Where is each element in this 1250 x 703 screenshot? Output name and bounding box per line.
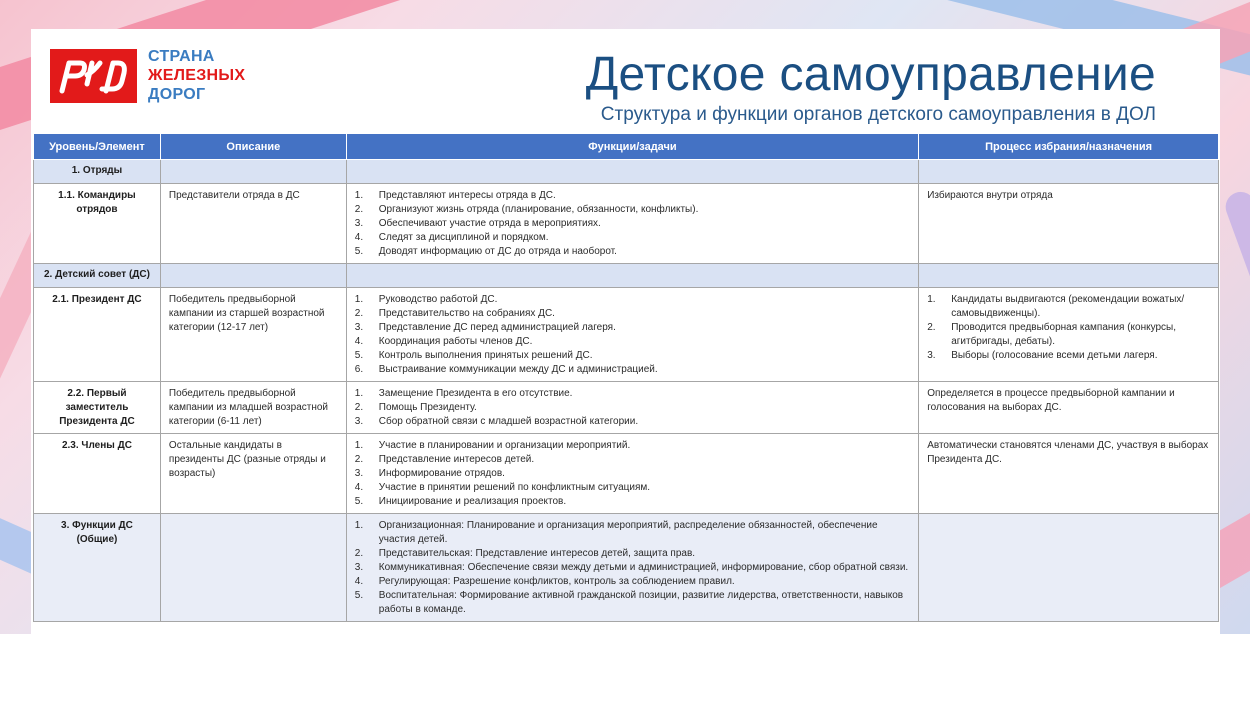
empty-cell bbox=[160, 264, 346, 288]
selection-text: Избираются внутри отряда bbox=[927, 190, 1053, 201]
section-title: 1. Отряды bbox=[34, 160, 161, 184]
functions-cell bbox=[346, 514, 918, 622]
list-item: 6. Выстраивание коммуникации между ДС и администрацией. bbox=[354, 364, 658, 375]
list-item: 4. Следят за дисциплиной и порядком. bbox=[354, 232, 549, 243]
section-row bbox=[34, 264, 1219, 288]
level-cell: 2.2. Первый заместитель Президента ДС bbox=[34, 382, 161, 434]
section-title: 2. Детский совет (ДС) bbox=[34, 264, 161, 288]
list-item: 2. Представление интересов детей. bbox=[354, 454, 535, 465]
list-item: 3. Информирование отрядов. bbox=[354, 468, 505, 479]
list-item: 1. Организационная: Планирование и организация мероприятий, распределение обязанностей, обеспечение участия детей. bbox=[354, 520, 878, 545]
list-item: 5. Инициирование и реализация проектов. bbox=[354, 496, 567, 507]
list-item: 1. Замещение Президента в его отсутствие. bbox=[354, 388, 573, 399]
table-row bbox=[34, 184, 1219, 264]
list-item: 3. Сбор обратной связи с младшей возрастной категории. bbox=[354, 416, 639, 427]
description-cell: Победитель предвыборной кампании из старшей возрастной категории (12-17 лет) bbox=[160, 288, 346, 382]
selection-cell bbox=[919, 382, 1219, 434]
list-item: 2. Помощь Президенту. bbox=[354, 402, 477, 413]
functions-list bbox=[355, 293, 910, 377]
functions-list bbox=[355, 189, 910, 259]
list-item: 4. Регулирующая: Разрешение конфликтов, контроль за соблюдением правил. bbox=[354, 576, 735, 587]
selection-cell bbox=[919, 434, 1219, 514]
description-cell: Победитель предвыборной кампании из младшей возрастной категории (6-11 лет) bbox=[160, 382, 346, 434]
table-row bbox=[34, 382, 1219, 434]
page-subtitle: Структура и функции органов детского самоуправления в ДОЛ bbox=[600, 104, 1156, 125]
description-cell: Остальные кандидаты в президенты ДС (разные отряды и возрасты) bbox=[160, 434, 346, 514]
selection-text: Определяется в процессе предвыборной кампании и голосования на выборах ДС. bbox=[927, 388, 1175, 413]
list-item: 5. Воспитательная: Формирование активной гражданской позиции, развитие лидерства, ответственности, навыков работы в команде. bbox=[354, 590, 904, 615]
column-header: Уровень/Элемент bbox=[34, 134, 161, 160]
section-row bbox=[34, 160, 1219, 184]
list-item: 4. Координация работы членов ДС. bbox=[354, 336, 533, 347]
table-row bbox=[34, 434, 1219, 514]
table-row bbox=[34, 514, 1219, 622]
slide-panel bbox=[31, 29, 1220, 634]
structure-table bbox=[33, 133, 1219, 622]
level-cell: 1.1. Командиры отрядов bbox=[34, 184, 161, 264]
selection-text: Автоматически становятся членами ДС, участвуя в выборах Президента ДС. bbox=[927, 440, 1209, 465]
functions-cell bbox=[346, 434, 918, 514]
empty-cell bbox=[346, 264, 918, 288]
level-cell: 3. Функции ДС (Общие) bbox=[34, 514, 161, 622]
selection-cell bbox=[919, 288, 1219, 382]
rzd-logo bbox=[50, 49, 270, 109]
empty-cell bbox=[919, 160, 1219, 184]
level-cell: 2.1. Президент ДС bbox=[34, 288, 161, 382]
description-cell: Представители отряда в ДС bbox=[160, 184, 346, 264]
list-item: 5. Контроль выполнения принятых решений ДС. bbox=[354, 350, 593, 361]
logo-line-3: ДОРОГ bbox=[148, 86, 206, 103]
list-item: 2. Проводится предвыборная кампания (конкурсы, агитбригады, дебаты). bbox=[927, 322, 1177, 347]
functions-cell bbox=[346, 288, 918, 382]
table-body bbox=[34, 160, 1219, 622]
level-cell: 2.3. Члены ДС bbox=[34, 434, 161, 514]
column-header: Функции/задачи bbox=[346, 134, 918, 160]
list-item: 3. Выборы (голосование всеми детьми лагеря. bbox=[927, 350, 1158, 361]
table-header-row bbox=[34, 134, 1219, 160]
empty-cell bbox=[919, 264, 1219, 288]
list-item: 4. Участие в принятии решений по конфликтным ситуациям. bbox=[354, 482, 651, 493]
list-item: 1. Представляют интересы отряда в ДС. bbox=[354, 190, 556, 201]
list-item: 1. Руководство работой ДС. bbox=[354, 294, 498, 305]
list-item: 3. Представление ДС перед администрацией лагеря. bbox=[354, 322, 616, 333]
list-item: 1. Участие в планировании и организации мероприятий. bbox=[354, 440, 631, 451]
list-item: 3. Коммуникативная: Обеспечение связи между детьми и администрацией, информирование, сбор обратной связи. bbox=[354, 562, 909, 573]
decorative-stripe bbox=[1221, 188, 1250, 443]
empty-cell bbox=[346, 160, 918, 184]
list-item: 2. Представительская: Представление интересов детей, защита прав. bbox=[354, 548, 696, 559]
list-item: 5. Доводят информацию от ДС до отряда и наоборот. bbox=[354, 246, 617, 257]
list-item: 1. Кандидаты выдвигаются (рекомендации вожатых/самовыдвиженцы). bbox=[927, 294, 1185, 319]
empty-cell bbox=[160, 160, 346, 184]
functions-list bbox=[355, 519, 910, 617]
functions-list bbox=[355, 439, 910, 509]
functions-cell bbox=[346, 184, 918, 264]
list-item: 3. Обеспечивают участие отряда в мероприятиях. bbox=[354, 218, 601, 229]
list-item: 2. Организуют жизнь отряда (планирование, обязанности, конфликты). bbox=[354, 204, 699, 215]
description-cell bbox=[160, 514, 346, 622]
selection-list bbox=[927, 293, 1210, 363]
rzd-logo-mark bbox=[50, 49, 137, 103]
list-item: 2. Представительство на собраниях ДС. bbox=[354, 308, 555, 319]
functions-cell bbox=[346, 382, 918, 434]
functions-list bbox=[355, 387, 910, 429]
logo-line-1: СТРАНА bbox=[148, 48, 215, 65]
page-title: Детское самоуправление bbox=[585, 48, 1156, 101]
selection-cell bbox=[919, 514, 1219, 622]
selection-cell bbox=[919, 184, 1219, 264]
logo-line-2: ЖЕЛЕЗНЫХ bbox=[148, 67, 246, 84]
column-header: Описание bbox=[160, 134, 346, 160]
table-row bbox=[34, 288, 1219, 382]
column-header: Процесс избрания/назначения bbox=[919, 134, 1219, 160]
